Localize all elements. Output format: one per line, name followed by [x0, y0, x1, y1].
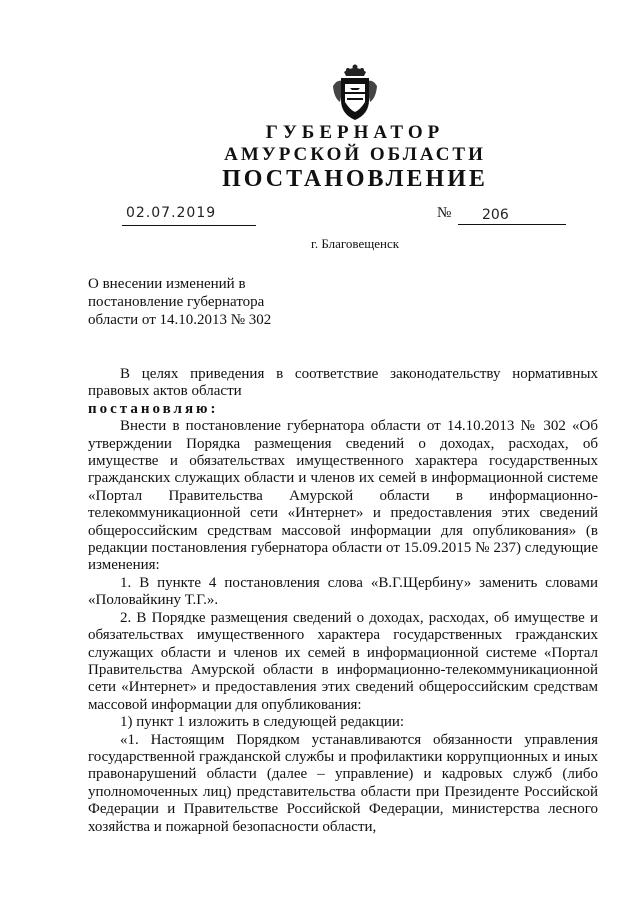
- body-paragraph: 1) пункт 1 изложить в следующей редакции:: [120, 714, 405, 731]
- preamble-paragraph: В целях приведения в соответствие законодательству нормативных правовых актов области: [88, 366, 598, 400]
- body-paragraph: Внести в постановление губернатора области от 14.10.2013 № 302 «Об утверждении Порядка размещения сведений о доходах, расходах, об имуществе и обязательствах имущественного характера государственных гражданских служащих области и членов их семей в информационной системе «Портал Правительства Амурской области в информационно-телекоммуникационной сети «Интернет» и предоставления этих сведений общероссийским средствам массовой информации для опубликования» (в редакции постановления губернатора области от 15.09.2015 № 237) следующие изменения:: [88, 418, 598, 574]
- subject-line: области от 14.10.2013 № 302: [88, 312, 272, 328]
- header-governor: ГУБЕРНАТОР: [265, 122, 445, 143]
- body-paragraph: 2. В Порядке размещения сведений о доходах, расходах, об имуществе и обязательствах имущественного характера государственных гражданских служащих области и членов их семей в информационной системе «Портал Правительства Амурской области в информационно-телекоммуникационной сети «Интернет» и предоставления этих сведений общероссийским средствам массовой информации для опубликования:: [88, 609, 598, 713]
- coat-of-arms-icon: [330, 62, 380, 122]
- document-subject: [88, 275, 338, 329]
- header-region: АМУРСКОЙ ОБЛАСТИ: [224, 144, 486, 165]
- resolve-keyword: постановляю:: [88, 400, 219, 417]
- body-paragraph: «1. Настоящим Порядком устанавливаются обязанности управления государственной гражданской службы и профилактики коррупционных и иных правонарушений области (далее – управление) и кадровых служб (либо уполномоченных лиц) представительства области при Президенте Российской Федерации и Правительстве Российской Федерации, министерства лесного хозяйства и пожарной безопасности области,: [88, 731, 598, 835]
- body-paragraph: 1. В пункте 4 постановления слова «В.Г.Щербину» заменить словами «Половайкину Т.Г.».: [88, 574, 598, 609]
- document-number: 206: [458, 207, 566, 225]
- document-type-title: ПОСТАНОВЛЕНИЕ: [222, 166, 488, 192]
- city-name: г. Благовещенск: [310, 236, 400, 251]
- number-label: №: [437, 205, 452, 221]
- document-body: [88, 366, 598, 836]
- document-date: 02.07.2019: [122, 205, 256, 226]
- subject-line: О внесении изменений в: [88, 276, 246, 292]
- subject-line: постановление губернатора: [88, 294, 265, 310]
